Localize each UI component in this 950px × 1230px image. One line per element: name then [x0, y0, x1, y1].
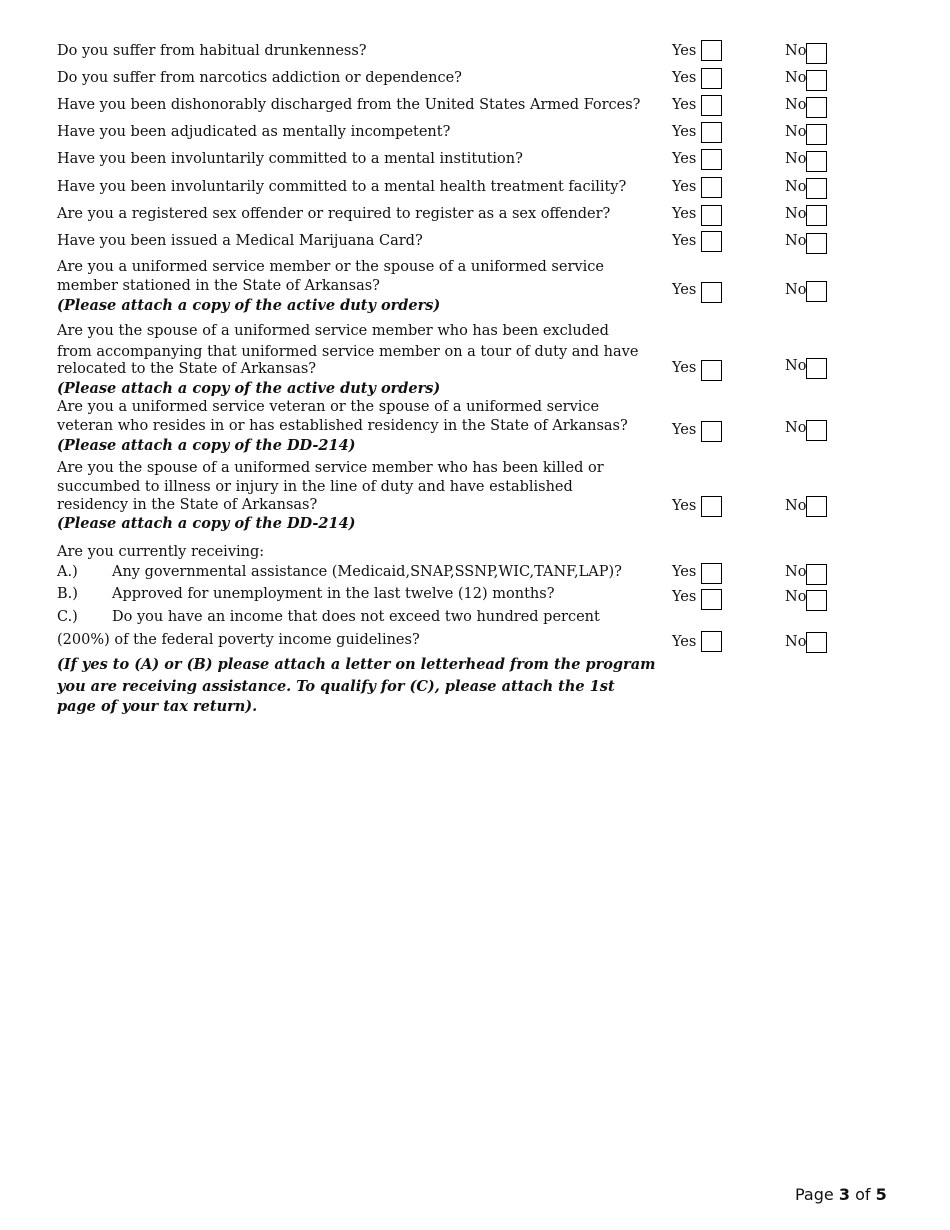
yes-label: Yes [672, 282, 697, 298]
yes-label: Yes [672, 564, 697, 580]
yes-label: Yes [672, 97, 697, 113]
yes-checkbox[interactable] [701, 631, 722, 652]
question-spouse-excluded-line-1: Are you the spouse of a uniformed service member who has been excluded [57, 323, 609, 339]
no-checkbox[interactable] [806, 178, 827, 199]
no-checkbox[interactable] [806, 124, 827, 145]
yes-checkbox[interactable] [701, 360, 722, 381]
yes-checkbox[interactable] [701, 421, 722, 442]
footnote-line-1: (If yes to (A) or (B) please attach a letter on letterhead from the program [57, 656, 656, 673]
no-label: No [785, 498, 807, 514]
yes-label: Yes [672, 634, 697, 650]
yes-checkbox[interactable] [701, 68, 722, 89]
yes-checkbox[interactable] [701, 205, 722, 226]
no-checkbox[interactable] [806, 205, 827, 226]
item-c-letter: C.) [57, 609, 78, 625]
footnote-line-3: page of your tax return). [57, 698, 258, 715]
question-mentally-incompetent: Have you been adjudicated as mentally incompetent? [57, 124, 451, 140]
item-c-text-line-2: (200%) of the federal poverty income guidelines? [57, 632, 420, 648]
no-label: No [785, 151, 807, 167]
question-service-member-line-2: member stationed in the State of Arkansas? [57, 278, 380, 294]
no-label: No [785, 589, 807, 605]
question-veteran-note: (Please attach a copy of the DD-214) [57, 437, 356, 454]
no-checkbox[interactable] [806, 233, 827, 254]
no-label: No [785, 43, 807, 59]
question-medical-marijuana: Have you been issued a Medical Marijuana Card? [57, 233, 423, 249]
yes-checkbox[interactable] [701, 40, 722, 61]
no-checkbox[interactable] [806, 70, 827, 91]
page-prefix: Page [795, 1185, 834, 1204]
yes-checkbox[interactable] [701, 231, 722, 252]
yes-checkbox[interactable] [701, 149, 722, 170]
question-service-member-note: (Please attach a copy of the active duty orders) [57, 297, 441, 314]
yes-label: Yes [672, 70, 697, 86]
question-habitual-drunkenness: Do you suffer from habitual drunkenness? [57, 43, 367, 59]
question-narcotics: Do you suffer from narcotics addiction or dependence? [57, 70, 462, 86]
yes-label: Yes [672, 151, 697, 167]
no-label: No [785, 70, 807, 86]
question-mental-institution: Have you been involuntarily committed to a mental institution? [57, 151, 523, 167]
question-spouse-excluded-note: (Please attach a copy of the active duty orders) [57, 380, 441, 397]
no-checkbox[interactable] [806, 496, 827, 517]
no-label: No [785, 124, 807, 140]
yes-checkbox[interactable] [701, 496, 722, 517]
no-checkbox[interactable] [806, 590, 827, 611]
page-current: 3 [838, 1185, 850, 1204]
yes-label: Yes [672, 233, 697, 249]
yes-label: Yes [672, 179, 697, 195]
no-label: No [785, 358, 807, 374]
item-b-letter: B.) [57, 586, 78, 602]
no-label: No [785, 282, 807, 298]
yes-label: Yes [672, 360, 697, 376]
no-label: No [785, 420, 807, 436]
yes-checkbox[interactable] [701, 282, 722, 303]
question-spouse-killed-note: (Please attach a copy of the DD-214) [57, 515, 356, 532]
question-spouse-killed-line-2: succumbed to illness or injury in the line of duty and have established [57, 479, 573, 495]
question-spouse-killed-line-1: Are you the spouse of a uniformed service member who has been killed or [57, 460, 604, 476]
no-label: No [785, 564, 807, 580]
no-checkbox[interactable] [806, 97, 827, 118]
yes-label: Yes [672, 206, 697, 222]
no-label: No [785, 233, 807, 249]
yes-checkbox[interactable] [701, 589, 722, 610]
page-of: of [855, 1185, 871, 1204]
yes-checkbox[interactable] [701, 563, 722, 584]
item-a-text: Any governmental assistance (Medicaid,SNAP,SSNP,WIC,TANF,LAP)? [112, 564, 622, 580]
yes-checkbox[interactable] [701, 122, 722, 143]
no-checkbox[interactable] [806, 632, 827, 653]
item-c-text: Do you have an income that does not exceed two hundred percent [112, 609, 600, 625]
no-checkbox[interactable] [806, 564, 827, 585]
question-veteran-line-1: Are you a uniformed service veteran or the spouse of a uniformed service [57, 399, 600, 415]
question-dishonorable-discharge: Have you been dishonorably discharged from the United States Armed Forces? [57, 97, 641, 113]
no-checkbox[interactable] [806, 420, 827, 441]
no-label: No [785, 97, 807, 113]
yes-label: Yes [672, 43, 697, 59]
page-number [795, 1185, 887, 1204]
question-mental-health-facility: Have you been involuntarily committed to a mental health treatment facility? [57, 179, 627, 195]
yes-label: Yes [672, 422, 697, 438]
yes-label: Yes [672, 498, 697, 514]
yes-checkbox[interactable] [701, 95, 722, 116]
yes-checkbox[interactable] [701, 177, 722, 198]
no-label: No [785, 179, 807, 195]
question-veteran-line-2: veteran who resides in or has established residency in the State of Arkansas? [57, 418, 628, 434]
no-label: No [785, 634, 807, 650]
yes-label: Yes [672, 124, 697, 140]
no-checkbox[interactable] [806, 358, 827, 379]
receiving-heading: Are you currently receiving: [57, 544, 265, 560]
no-checkbox[interactable] [806, 43, 827, 64]
item-b-text: Approved for unemployment in the last twelve (12) months? [112, 586, 555, 602]
footnote-line-2: you are receiving assistance. To qualify for (C), please attach the 1st [57, 678, 615, 695]
question-spouse-excluded-line-2: from accompanying that uniformed service member on a tour of duty and have [57, 344, 639, 360]
no-checkbox[interactable] [806, 281, 827, 302]
item-a-letter: A.) [57, 564, 78, 580]
page-total: 5 [875, 1185, 887, 1204]
question-sex-offender: Are you a registered sex offender or required to register as a sex offender? [57, 206, 611, 222]
question-spouse-excluded-line-3: relocated to the State of Arkansas? [57, 361, 317, 377]
question-spouse-killed-line-3: residency in the State of Arkansas? [57, 497, 318, 513]
no-label: No [785, 206, 807, 222]
yes-label: Yes [672, 589, 697, 605]
question-service-member-line-1: Are you a uniformed service member or the spouse of a uniformed service [57, 259, 604, 275]
no-checkbox[interactable] [806, 151, 827, 172]
